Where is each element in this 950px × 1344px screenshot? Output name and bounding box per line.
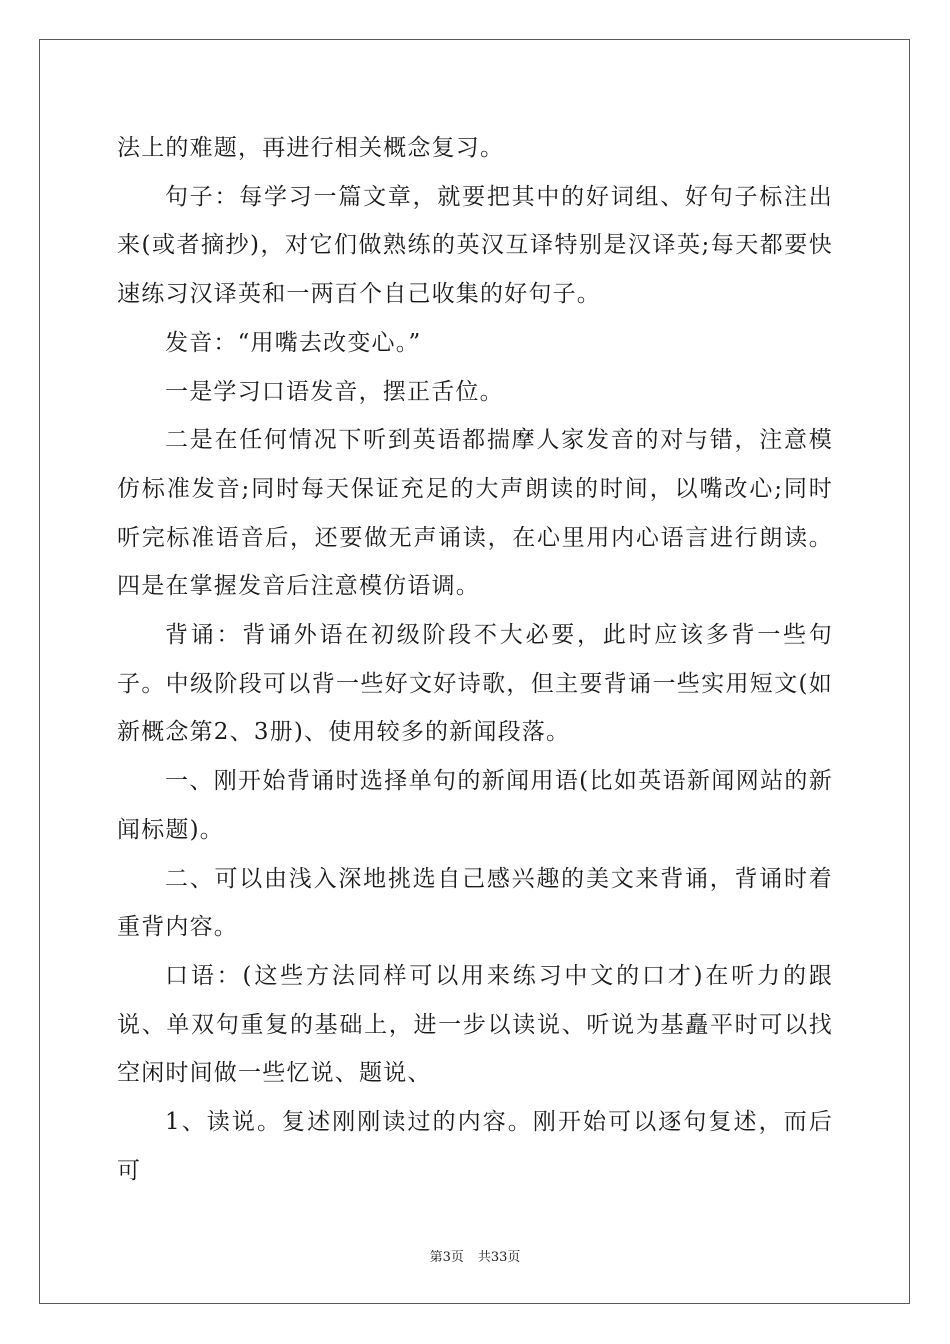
page-footer [0,1246,950,1265]
paragraph: 一、刚开始背诵时选择单句的新闻用语(比如英语新闻网站的新闻标题)。 [117,768,833,843]
paragraph: 二、可以由浅入深地挑选自己感兴趣的美文来背诵，背诵时着重背内容。 [117,865,833,941]
paragraph: 一是学习口语发音，摆正舌位。 [165,378,504,405]
paragraph: 句子：每学习一篇文章，就要把其中的好词组、好句子标注出来(或者摘抄)，对它们做熟练的英汉互译特别是汉译英;每天都要快速练习汉译英和一两百个自己收集的好句子。 [117,183,833,308]
paragraph: 法上的难题，再进行相关概念复习。 [117,135,505,161]
page-total: 共33页 [477,1250,521,1265]
paragraph: 发音：“用嘴去改变心。” [165,329,422,356]
paragraph: 1、读说。复述刚刚读过的内容。刚开始可以逐句复述，而后可 [117,1109,833,1184]
paragraph: 二是在任何情况下听到英语都揣摩人家发音的对与错，注意模仿标准发音;同时每天保证充足的大声朗读的时间，以嘴改心;同时听完标准语音后，还要做无声诵读，在心里用内心语言进行朗读。四是在掌握发音后注意模仿语调。 [117,427,833,600]
paragraph: 口语：(这些方法同样可以用来练习中文的口才)在听力的跟说、单双句重复的基础上，进一步以读说、听说为基矗平时可以找空闲时间做一些忆说、题说、 [117,962,833,1087]
page-number: 第3页 [429,1250,464,1265]
paragraph: 背诵：背诵外语在初级阶段不大必要，此时应该多背一些句子。中级阶段可以背一些好文好诗歌，但主要背诵一些实用短文(如新概念第2、3册)、使用较多的新闻段落。 [117,622,833,746]
document-body [117,124,833,1195]
